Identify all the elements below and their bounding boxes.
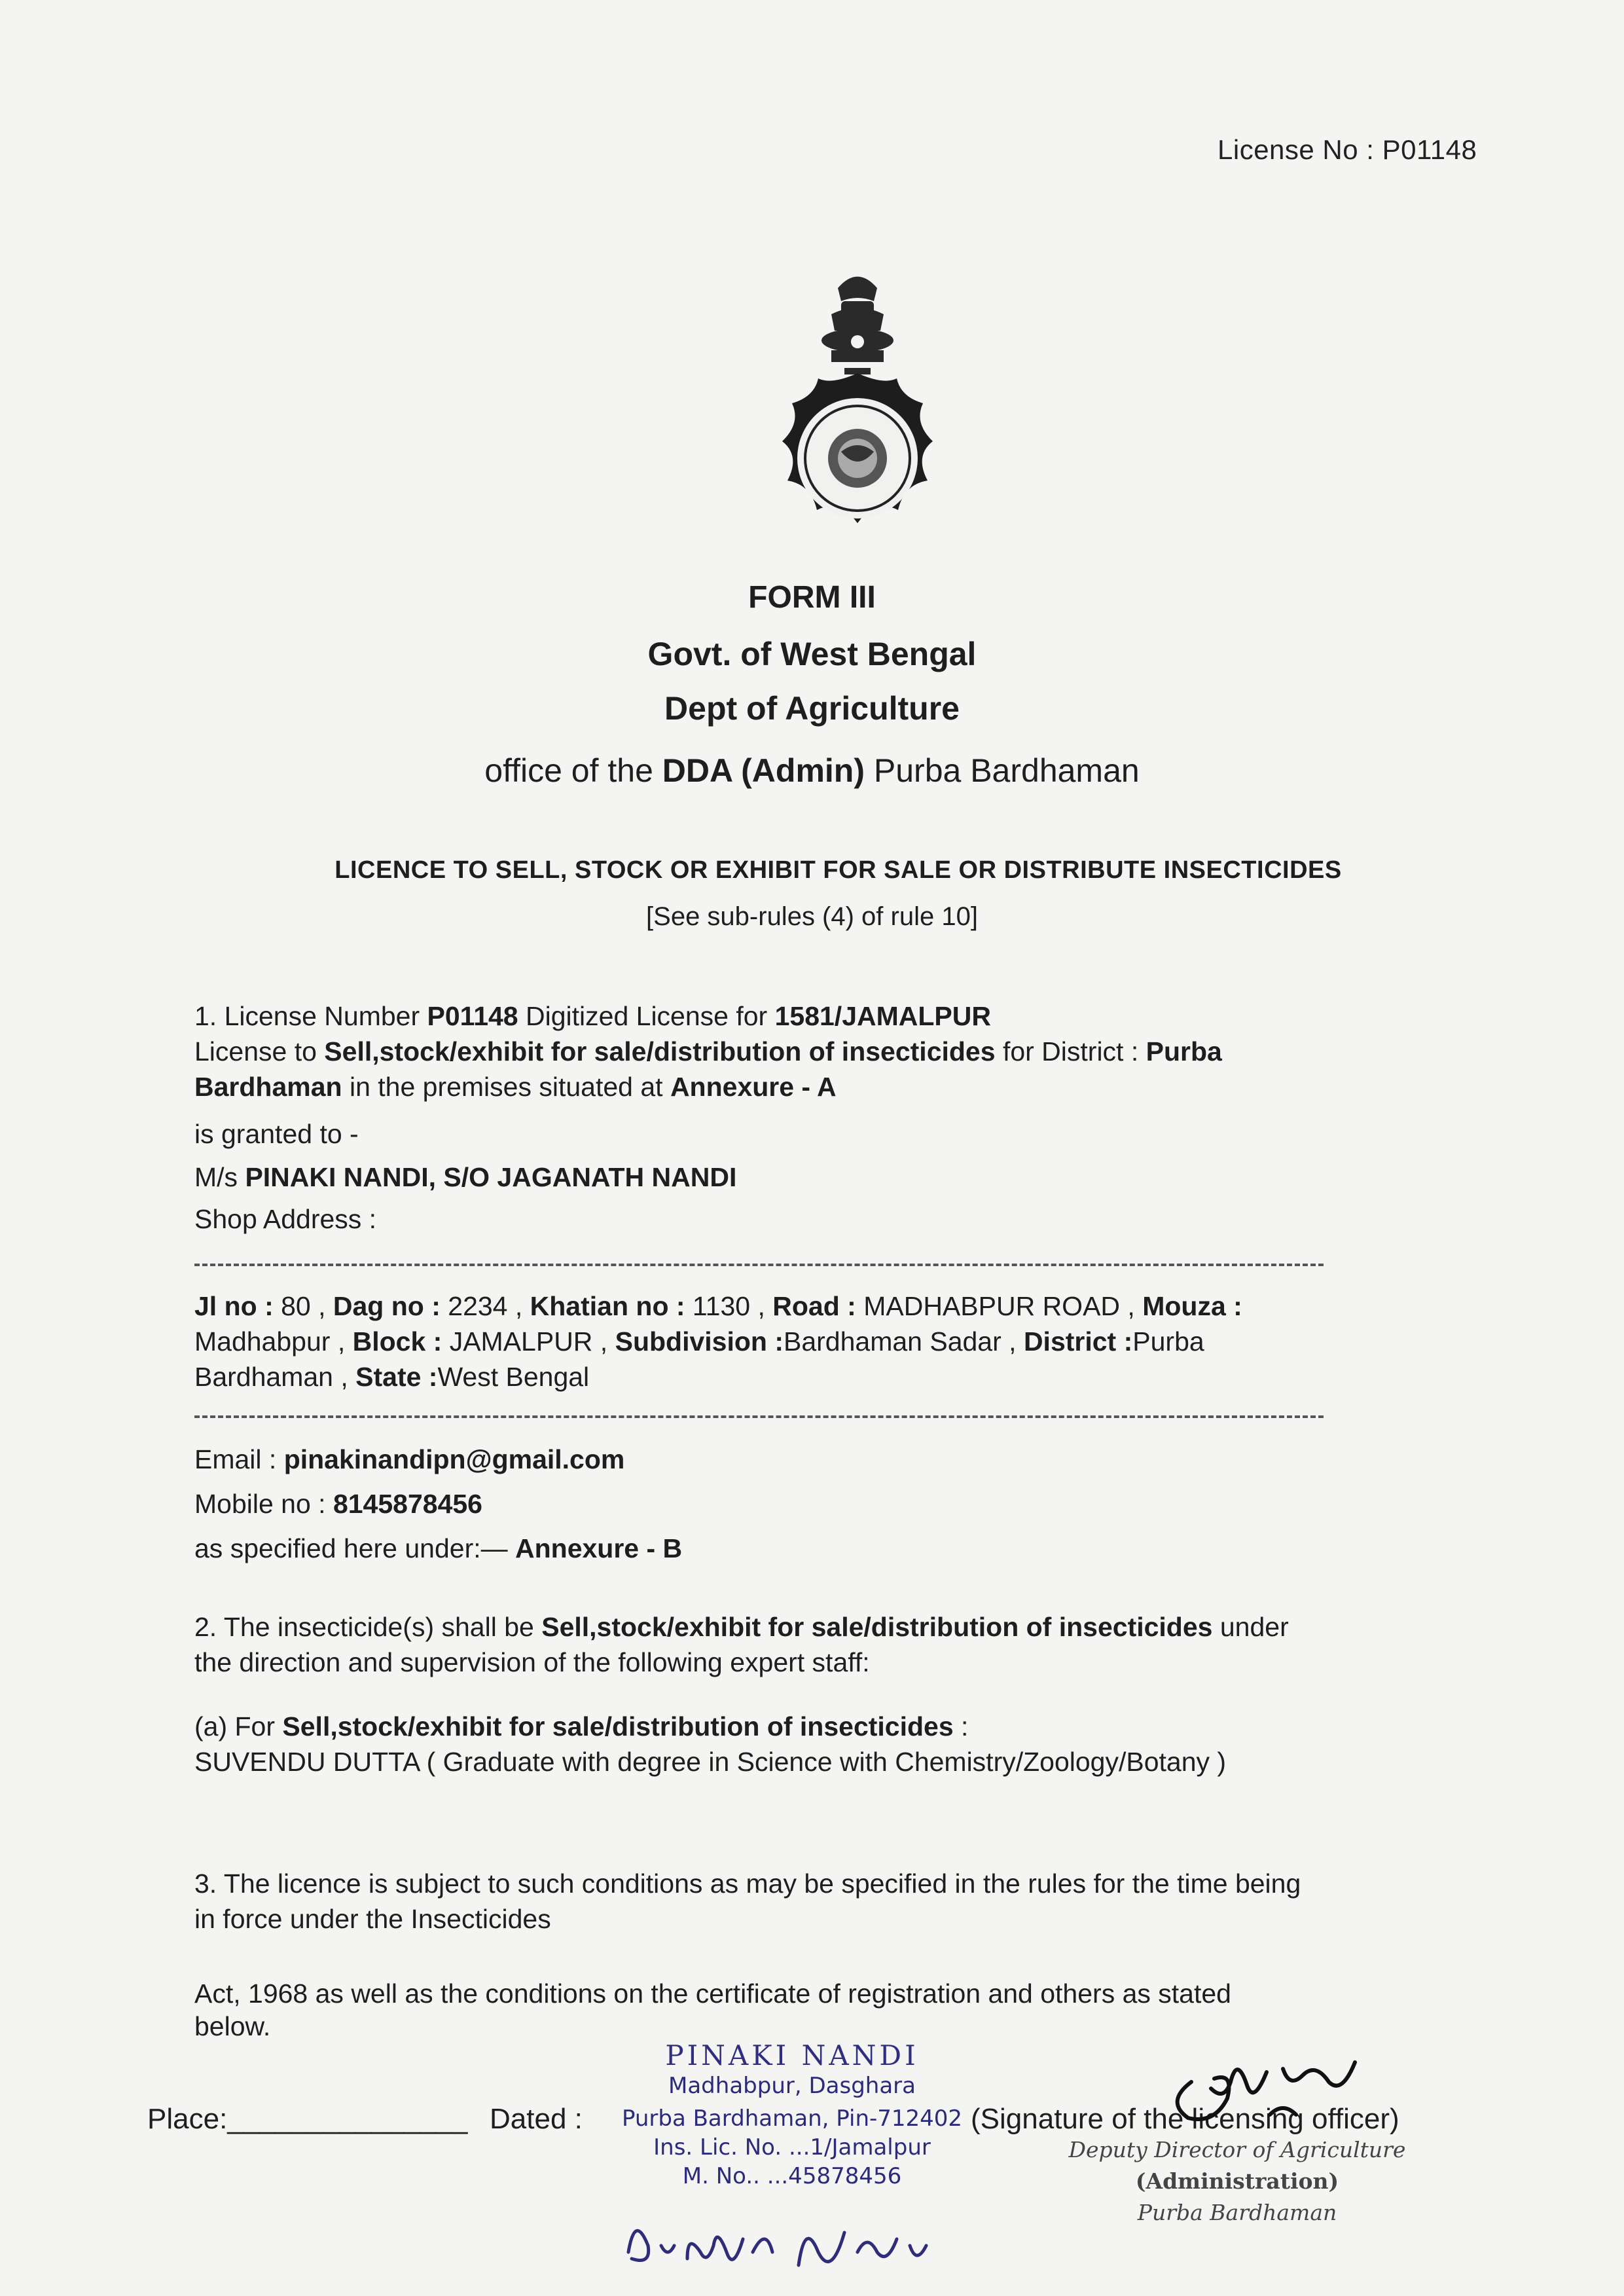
license-number-line xyxy=(194,998,1471,1034)
stamp-name: PINAKI NANDI xyxy=(665,2039,919,2071)
khatian-label: Khatian no : xyxy=(530,1291,685,1321)
text: in the premises situated at xyxy=(342,1072,670,1102)
section-1 xyxy=(194,998,1471,1237)
state-label: State : xyxy=(355,1362,438,1392)
place-field: Place:_______________ xyxy=(147,2103,468,2135)
section-2-line-1 xyxy=(194,1609,1471,1645)
govt-title: Govt. of West Bengal xyxy=(647,636,977,672)
text: 2. The insecticide(s) shall be xyxy=(194,1612,542,1642)
officer-signature-icon xyxy=(1152,2043,1375,2141)
subdivision-value: Bardhaman Sadar , xyxy=(784,1326,1024,1357)
mobile-value: 8145878456 xyxy=(333,1489,482,1519)
granted-line: is granted to - xyxy=(194,1119,359,1149)
office-bold: DDA (Admin) xyxy=(662,752,865,789)
licence-title: LICENCE TO SELL, STOCK OR EXHIBIT FOR SALE OR DISTRIBUTE INSECTICIDES xyxy=(334,856,1342,884)
address-line-2 xyxy=(194,1324,1471,1359)
dashed-divider xyxy=(194,1264,1324,1266)
jl-label: Jl no : xyxy=(194,1291,274,1321)
annexure-b: Annexure - B xyxy=(515,1533,683,1563)
district-value: Purba xyxy=(1132,1326,1204,1357)
west-bengal-seal-icon xyxy=(763,367,952,550)
mobile-label: Mobile no : xyxy=(194,1489,333,1519)
stamp-line-2: Purba Bardhaman, Pin-712402 xyxy=(621,2105,963,2132)
dag-value: 2234 , xyxy=(440,1291,530,1321)
dept-title: Dept of Agriculture xyxy=(664,690,960,727)
officer-stamp-line-3: Purba Bardhaman xyxy=(1137,2200,1337,2225)
sub-rules: [See sub-rules (4) of rule 10] xyxy=(646,902,978,931)
license-number: P01148 xyxy=(427,1001,518,1031)
text: : xyxy=(953,1711,969,1741)
digitized-license: 1581/JAMALPUR xyxy=(774,1001,991,1031)
block-label: Block : xyxy=(352,1326,442,1357)
subdivision-label: Subdivision : xyxy=(615,1326,784,1357)
section-3-line-1: 3. The licence is subject to such conditions as may be specified in the rules for the time being xyxy=(194,1868,1301,1899)
grantee-name: PINAKI NANDI, S/O JAGANATH NANDI xyxy=(245,1162,737,1192)
expert-for-line xyxy=(194,1709,1471,1744)
specified-line xyxy=(194,1526,1471,1571)
email-label: Email : xyxy=(194,1444,284,1474)
section-3-line-2: in force under the Insecticides xyxy=(194,1904,551,1934)
signature-caption: (Signature of the licensing officer) xyxy=(971,2103,1399,2135)
section-3-line-4: below. xyxy=(194,2011,271,2041)
district-label: District : xyxy=(1023,1326,1133,1357)
block-value: JAMALPUR , xyxy=(442,1326,615,1357)
email-line xyxy=(194,1437,1471,1482)
mouza-value: Madhabpur , xyxy=(194,1326,353,1357)
expert-staff: SUVENDU DUTTA ( Graduate with degree in Science with Chemistry/Zoology/Botany ) xyxy=(194,1747,1227,1777)
dated-field: Dated : xyxy=(490,2103,583,2135)
section-2 xyxy=(194,1609,1471,1779)
state-value: West Bengal xyxy=(437,1362,590,1392)
annexure-a: Annexure - A xyxy=(670,1072,837,1102)
district: Purba xyxy=(1146,1036,1222,1066)
email-value: pinakinandipn@gmail.com xyxy=(283,1444,625,1474)
text: License to xyxy=(194,1036,325,1066)
grantee-line xyxy=(194,1159,1471,1195)
section-3-cont xyxy=(194,1977,1471,2043)
form-title: FORM III xyxy=(748,580,876,615)
license-type-line xyxy=(194,1034,1471,1069)
address-block xyxy=(194,1288,1471,1394)
applicant-stamp xyxy=(576,2039,1008,2191)
address-line-1 xyxy=(194,1288,1471,1324)
text: Digitized License for xyxy=(518,1001,775,1031)
text: (a) For xyxy=(194,1711,283,1741)
mouza-label: Mouza : xyxy=(1142,1291,1242,1321)
dashed-divider xyxy=(194,1415,1324,1418)
text: 1. License Number xyxy=(194,1001,427,1031)
text: under xyxy=(1212,1612,1289,1642)
applicant-signature-icon xyxy=(622,2206,949,2278)
license-type: Sell,stock/exhibit for sale/distribution of insecticides xyxy=(324,1036,996,1066)
activity: Sell,stock/exhibit for sale/distribution of insecticides xyxy=(541,1612,1213,1642)
activity: Sell,stock/exhibit for sale/distribution of insecticides xyxy=(282,1711,954,1741)
mobile-line xyxy=(194,1482,1471,1526)
road-value: MADHABPUR ROAD , xyxy=(856,1291,1143,1321)
license-number-header: License No : P01148 xyxy=(1218,134,1477,165)
stamp-line-4: M. No.. ...45878456 xyxy=(682,2163,902,2189)
text: as specified here under:— xyxy=(194,1533,515,1563)
office-title xyxy=(0,752,1624,790)
stamp-line-3: Ins. Lic. No. ...1/Jamalpur xyxy=(653,2134,931,2160)
office-post: Purba Bardhaman xyxy=(865,752,1140,789)
district-value-cont: Bardhaman , xyxy=(194,1362,356,1392)
khatian-value: 1130 , xyxy=(685,1291,773,1321)
address-line-3 xyxy=(194,1359,1471,1394)
road-label: Road : xyxy=(772,1291,856,1321)
section-2-line-2: the direction and supervision of the following expert staff: xyxy=(194,1647,870,1677)
officer-stamp xyxy=(1028,2134,1447,2229)
dag-label: Dag no : xyxy=(333,1291,441,1321)
officer-stamp-line-2: (Administration) xyxy=(1135,2168,1339,2194)
office-pre: office of the xyxy=(484,752,662,789)
jl-value: 80 , xyxy=(273,1291,333,1321)
text: for District : xyxy=(995,1036,1146,1066)
premises-line xyxy=(194,1069,1471,1104)
stamp-line-1: Madhabpur, Dasghara xyxy=(668,2073,916,2099)
text: M/s xyxy=(194,1162,245,1192)
district-cont: Bardhaman xyxy=(194,1072,342,1102)
section-3-line-3: Act, 1968 as well as the conditions on the certificate of registration and others as stated xyxy=(194,1978,1231,2009)
contact-block xyxy=(194,1437,1471,1571)
officer-stamp-line-1: Deputy Director of Agriculture xyxy=(1068,2137,1406,2162)
section-3 xyxy=(194,1866,1471,1937)
shop-address-label: Shop Address : xyxy=(194,1204,377,1234)
